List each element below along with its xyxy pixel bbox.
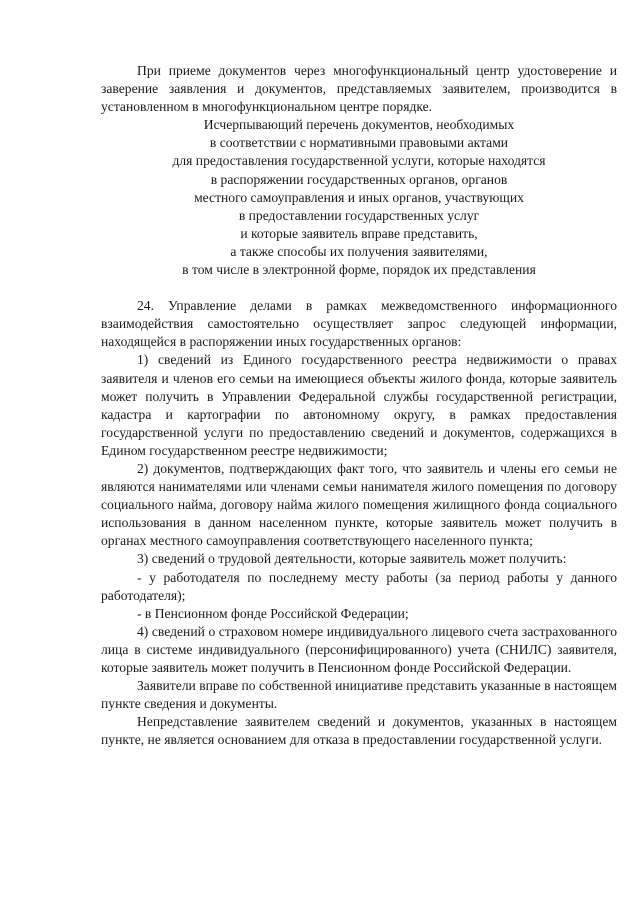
item-3-sub-employer: - у работодателя по последнему месту работы (за период работы у данного работодателя); — [101, 569, 617, 603]
initiative-paragraph: Заявители вправе по собственной инициативе представить указанные в настоящем пункте сведения и документы. — [101, 678, 617, 712]
item-1-paragraph: 1) сведений из Единого государственного реестра недвижимости о правах заявителя и членов его семьи на имеющиеся объекты жилого фонда, которые заявитель может получить в Управлении Федеральной службы государственной регистрации, кадастра и картографии по автономному округу, в рамках предоставления государственной услуги по предоставлению сведений и документов, содержащихся в Едином государственном реестре недвижимости; — [101, 352, 617, 458]
heading-line: а также способы их получения заявителями, — [230, 243, 488, 259]
clause-24-paragraph: 24. Управление делами в рамках межведомственного информационного взаимодействия самостоятельно осуществляет запрос следующей информации, находящейся в распоряжении иных государственных органов: — [101, 298, 617, 350]
item-4-paragraph: 4) сведений о страховом номере индивидуального лицевого счета застрахованного лица в системе индивидуального (персонифицированного) учета (СНИЛС) заявителя, которые заявитель может получить в Пенсионном фонде Российской Федерации. — [101, 623, 617, 675]
heading-line: местного самоуправления и иных органов, участвующих — [194, 189, 524, 205]
heading-line: и которые заявитель вправе представить, — [240, 225, 478, 241]
heading-line: для предоставления государственной услуги, которые находятся — [172, 153, 546, 169]
non-submission-paragraph: Непредставление заявителем сведений и документов, указанных в настоящем пункте, не является основанием для отказа в предоставлении государственной услуги. — [101, 714, 617, 748]
heading-line: Исчерпывающий перечень документов, необходимых — [203, 117, 515, 133]
heading-line: в том числе в электронной форме, порядок их представления — [182, 262, 536, 278]
heading-line: в соответствии с нормативными правовыми актами — [209, 135, 509, 151]
section-heading — [101, 116, 617, 279]
item-2-paragraph: 2) документов, подтверждающих факт того, что заявитель и члены его семьи не являются нанимателями или членами семьи нанимателя жилого помещения по договору социального найма, договору найма жилого помещения жилищного фонда социального использования в данном населенном пункте, которые заявитель может получить в органах местного самоуправления соответствующего населенного пункта; — [101, 460, 617, 549]
intro-paragraph: При приеме документов через многофункциональный центр удостоверение и заверение заявления и документов, представляемых заявителем, производится в установленном в многофункциональном центре порядке. — [101, 63, 617, 115]
document-page — [101, 62, 617, 749]
heading-line: в предоставлении государственных услуг — [238, 207, 480, 223]
heading-line: в распоряжении государственных органов, органов — [210, 171, 508, 187]
item-3-paragraph: 3) сведений о трудовой деятельности, которые заявитель может получить: — [137, 551, 567, 567]
item-3-sub-pension-fund: - в Пенсионном фонде Российской Федерации; — [137, 605, 409, 621]
